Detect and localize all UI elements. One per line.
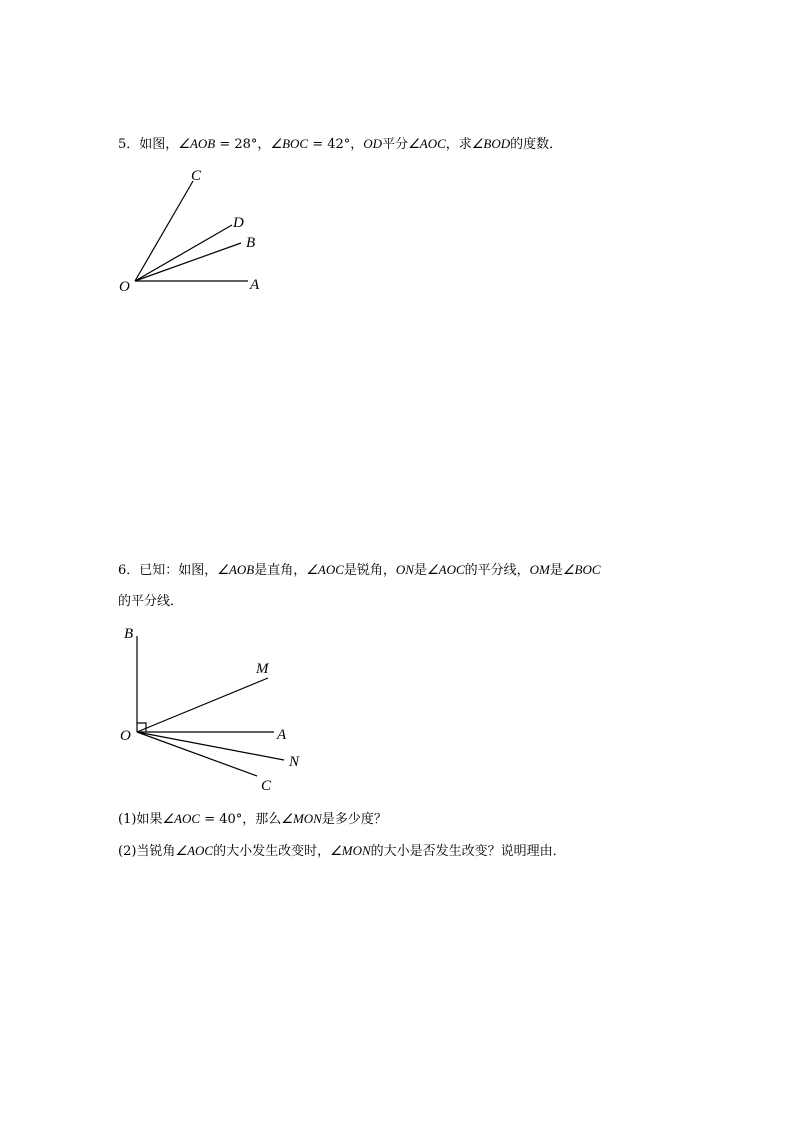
ray-on xyxy=(137,732,284,760)
angle-expression: ∠AOC xyxy=(427,562,465,577)
point-label-o: O xyxy=(119,279,130,295)
question-text: 的大小发生改变时， xyxy=(213,844,331,859)
angle-expression: ∠AOC xyxy=(408,136,446,151)
question-2 xyxy=(118,843,566,860)
point-label-n: N xyxy=(289,754,300,770)
point-label-o: O xyxy=(120,728,131,744)
equation-text: = 28°， xyxy=(215,137,271,152)
right-angle-mark xyxy=(137,723,146,732)
statement-text: 是 xyxy=(413,563,427,578)
ray-om xyxy=(137,678,268,732)
angle-expression: ∠MON xyxy=(281,811,322,826)
ray-oc xyxy=(137,732,257,776)
point-label-m: M xyxy=(256,661,269,677)
question-text: (2)当锐角 xyxy=(118,844,176,859)
equation-text: = 40° xyxy=(200,812,243,827)
statement-text: 的平分线， xyxy=(464,563,530,578)
point-label-b: B xyxy=(124,626,134,642)
angle-expression: ∠AOB xyxy=(217,562,255,577)
angle-expression: ∠BOD xyxy=(471,136,511,151)
problem-5-rays xyxy=(135,181,248,281)
ray-ob xyxy=(135,243,241,281)
ray-name: ON xyxy=(395,562,414,577)
statement-text: 如图， xyxy=(139,137,179,152)
point-label-c: C xyxy=(191,168,202,184)
angle-expression: ∠BOC xyxy=(562,562,601,577)
angle-expression: ∠BOC xyxy=(270,136,309,151)
equation-text: = 42°， xyxy=(308,137,364,152)
ray-oc xyxy=(135,181,193,281)
angle-expression: ∠AOC xyxy=(162,811,201,826)
question-text: 是多少度？ xyxy=(321,812,387,827)
point-label-c: C xyxy=(261,778,272,794)
angle-expression: ∠AOC xyxy=(175,843,214,858)
statement-text: 已知：如图， xyxy=(139,563,218,578)
problem-6-rays xyxy=(137,636,284,776)
problem-6-statement xyxy=(118,562,601,579)
statement-text: 的度数． xyxy=(510,137,563,152)
point-label-d: D xyxy=(233,215,244,231)
point-label-a: A xyxy=(250,277,260,293)
question-1 xyxy=(118,811,387,828)
question-text: ，那么 xyxy=(242,812,282,827)
point-label-b: B xyxy=(246,235,256,251)
problem-6-statement-line-2: 的平分线． xyxy=(118,594,184,609)
statement-text: 是锐角， xyxy=(343,563,396,578)
statement-text: 是 xyxy=(549,563,563,578)
problem-number: 5． xyxy=(118,137,140,152)
problem-number: 6． xyxy=(118,563,140,578)
problem-5-statement xyxy=(118,136,562,153)
question-text: 的大小是否发生改变？说明理由． xyxy=(370,844,566,859)
question-text: (1)如果 xyxy=(118,812,163,827)
angle-expression: ∠AOB xyxy=(178,136,216,151)
point-label-a: A xyxy=(277,727,287,743)
statement-text: ，求 xyxy=(445,137,472,152)
angle-expression: ∠MON xyxy=(330,843,371,858)
ray-od xyxy=(135,225,232,281)
statement-text: 平分 xyxy=(382,137,409,152)
statement-text: 是直角， xyxy=(254,563,307,578)
ray-name: OD xyxy=(363,136,383,151)
angle-expression: ∠AOC xyxy=(306,562,344,577)
ray-name: OM xyxy=(529,562,550,577)
